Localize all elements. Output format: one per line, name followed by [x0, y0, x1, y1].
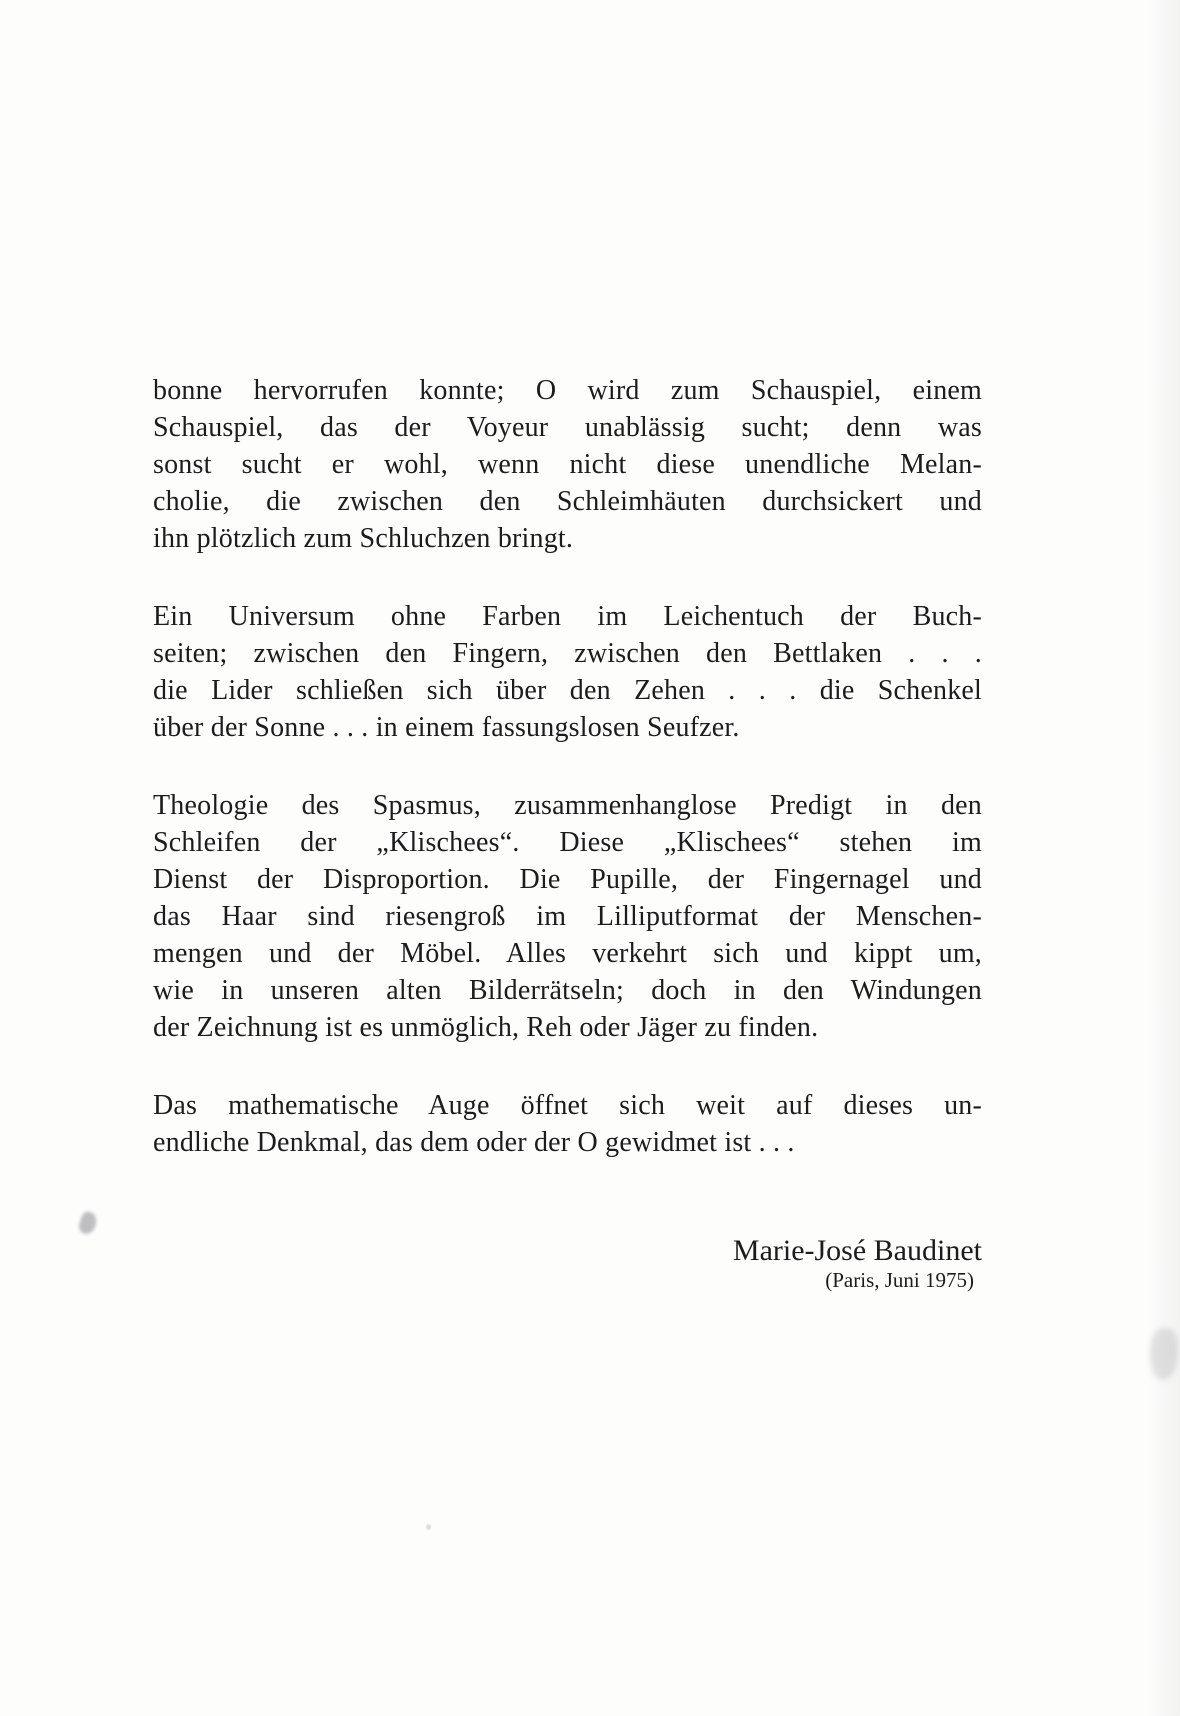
page-edge-shadow: [1146, 0, 1180, 1716]
text-line: mengen und der Möbel. Alles verkehrt sich und kippt um,: [153, 938, 982, 969]
text-line: der Zeichnung ist es unmöglich, Reh oder Jäger zu finden.: [153, 1012, 819, 1043]
signature-name: Marie-José Baudinet: [732, 1234, 982, 1267]
text-block: [153, 372, 982, 1292]
text-line: bonne hervorrufen konnte; O wird zum Schauspiel, einem: [153, 375, 982, 406]
paragraph-1: [153, 372, 982, 557]
scan-smudge: [1150, 1328, 1178, 1380]
text-line: das Haar sind riesengroß im Lilliputformat der Menschen-: [153, 901, 982, 932]
text-line: cholie, die zwischen den Schleimhäuten durchsickert und: [153, 486, 982, 517]
signature-place-date: (Paris, Juni 1975): [825, 1268, 974, 1292]
paper-speck: [426, 1524, 431, 1530]
text-line: Das mathematische Auge öffnet sich weit auf dieses un-: [153, 1090, 982, 1121]
text-line: Schleifen der „Klischees“. Diese „Klischees“ stehen im: [153, 827, 982, 858]
paragraph-3: [153, 787, 982, 1046]
text-line: Theologie des Spasmus, zusammenhanglose Predigt in den: [153, 790, 982, 821]
text-line: endliche Denkmal, das dem oder der O gewidmet ist . . .: [153, 1127, 795, 1158]
ink-smudge: [77, 1210, 99, 1236]
text-line: Dienst der Disproportion. Die Pupille, der Fingernagel und: [153, 864, 982, 895]
text-line: ihn plötzlich zum Schluchzen bringt.: [153, 523, 574, 554]
text-line: Ein Universum ohne Farben im Leichentuch der Buch-: [153, 601, 982, 632]
text-line: Schauspiel, das der Voyeur unablässig sucht; denn was: [153, 412, 982, 443]
paragraph-2: [153, 598, 982, 746]
text-line: die Lider schließen sich über den Zehen . . . die Schenkel: [153, 675, 982, 706]
text-line: über der Sonne . . . in einem fassungslosen Seufzer.: [153, 712, 740, 743]
paragraph-4: [153, 1087, 982, 1161]
text-line: seiten; zwischen den Fingern, zwischen den Bettlaken . . .: [153, 638, 982, 669]
signature: [153, 1234, 982, 1292]
text-line: wie in unseren alten Bilderrätseln; doch in den Windungen: [153, 975, 982, 1006]
text-line: sonst sucht er wohl, wenn nicht diese unendliche Melan-: [153, 449, 982, 480]
